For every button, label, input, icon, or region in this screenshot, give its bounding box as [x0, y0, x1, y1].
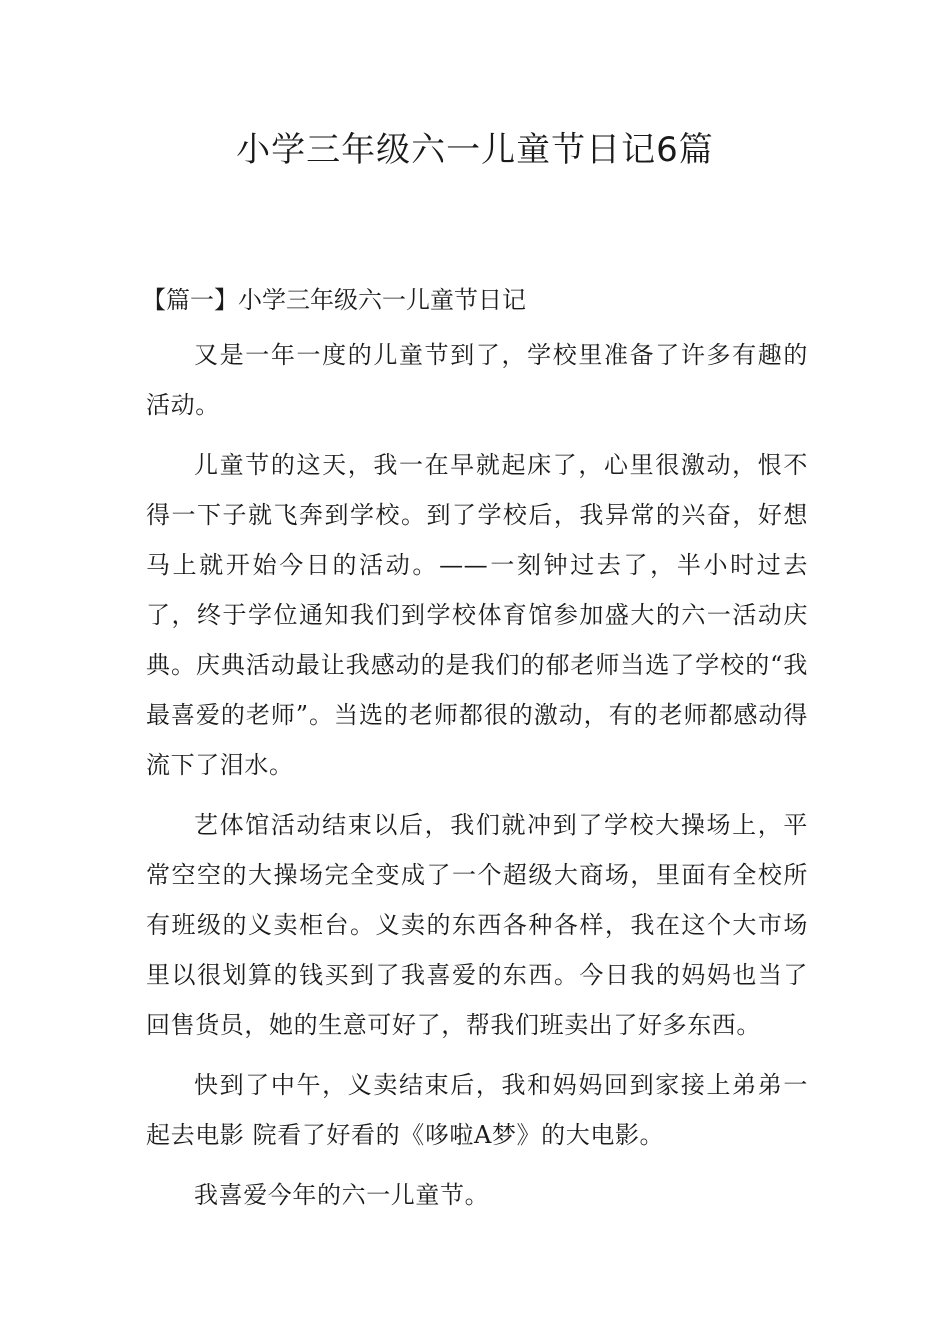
- document-title: 小学三年级六一儿童节日记6篇: [236, 130, 714, 170]
- paragraph: 快到了中午，义卖结束后，我和妈妈回到家接上弟弟一起去电影 院看了好看的《哆啦A梦》的大电影。: [146, 1071, 808, 1149]
- paragraph: 儿童节的这天，我一在早就起床了，心里很激动，恨不得一下子就飞奔到学校。到了学校后，我异常的兴奋，好想马上就开始今日的活动。——一刻钟过去了，半小时过去了，终于学位通知我们到学校体育馆参加盛大的六一活动庆典。庆典活动最让我感动的是我们的郁老师当选了学校的“我最喜爱的老师”。当选的老师都很的激动，有的老师都感动得流下了泪水。: [146, 451, 808, 779]
- section-heading: 【篇一】小学三年级六一儿童节日记: [142, 286, 526, 314]
- paragraph: 我喜爱今年的六一儿童节。: [194, 1181, 490, 1209]
- document-body: [142, 280, 808, 1220]
- paragraph: 艺体馆活动结束以后，我们就冲到了学校大操场上，平常空空的大操场完全变成了一个超级大商场，里面有全校所有班级的义卖柜台。义卖的东西各种各样，我在这个大市场里以很划算的钱买到了我喜爱的东西。今日我的妈妈也当了回售货员，她的生意可好了，帮我们班卖出了好多东西。: [146, 811, 808, 1039]
- paragraph: 又是一年一度的儿童节到了，学校里准备了许多有趣的活动。: [146, 341, 808, 419]
